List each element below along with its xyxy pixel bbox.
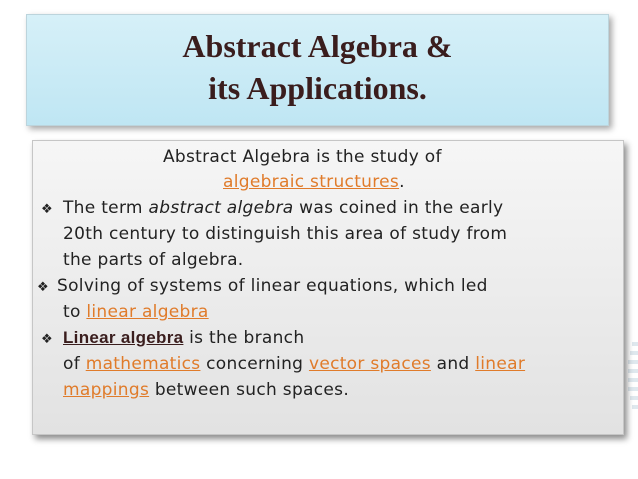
bullet-icon: ❖: [41, 202, 53, 217]
bullet1-italic: abstract algebra: [148, 198, 294, 218]
bullet-icon: ❖: [37, 280, 49, 295]
title-line-2: its Applications.: [208, 70, 427, 106]
bullet3-and: and: [430, 354, 476, 374]
link-mappings[interactable]: mappings: [63, 380, 150, 400]
link-linear-algebra-bold[interactable]: Linear algebra: [63, 328, 184, 347]
intro-line-1: Abstract Algebra is the study of: [163, 147, 442, 167]
bullet2-pre: to: [63, 302, 87, 322]
bullet1-post: was coined in the early: [293, 198, 504, 218]
link-linear-algebra[interactable]: linear algebra: [86, 302, 209, 322]
bullet1-line-3: the parts of algebra.: [63, 250, 244, 270]
bullet1-line-1: [63, 198, 503, 218]
title-box: [26, 14, 609, 126]
link-linear[interactable]: linear: [475, 354, 526, 374]
content-box: [32, 140, 624, 435]
bullet2-line-1: Solving of systems of linear equations, which led: [57, 276, 488, 296]
bullet3-line-3: [63, 380, 349, 400]
bullet1-line-2: 20th century to distinguish this area of study from: [63, 224, 508, 244]
bullet1-pre: The term: [63, 198, 149, 218]
bullet3-post: is the branch: [183, 328, 305, 348]
bullet3-line-1: [63, 328, 304, 348]
link-mathematics[interactable]: mathematics: [85, 354, 201, 374]
link-vector-spaces[interactable]: vector spaces: [308, 354, 431, 374]
bullet3-end: between such spaces.: [149, 380, 350, 400]
decorative-stripes: [628, 342, 638, 414]
intro-period: .: [399, 172, 405, 192]
link-algebraic-structures[interactable]: algebraic structures: [223, 172, 400, 192]
bullet2-line-2: [63, 302, 209, 322]
title-line-1: Abstract Algebra &: [182, 28, 453, 64]
bullet3-mid: concerning: [200, 354, 309, 374]
intro-line-2: [223, 172, 405, 192]
bullet3-line-2: [63, 354, 525, 374]
bullet3-pre2: of: [63, 354, 86, 374]
bullet-icon: ❖: [41, 332, 53, 347]
